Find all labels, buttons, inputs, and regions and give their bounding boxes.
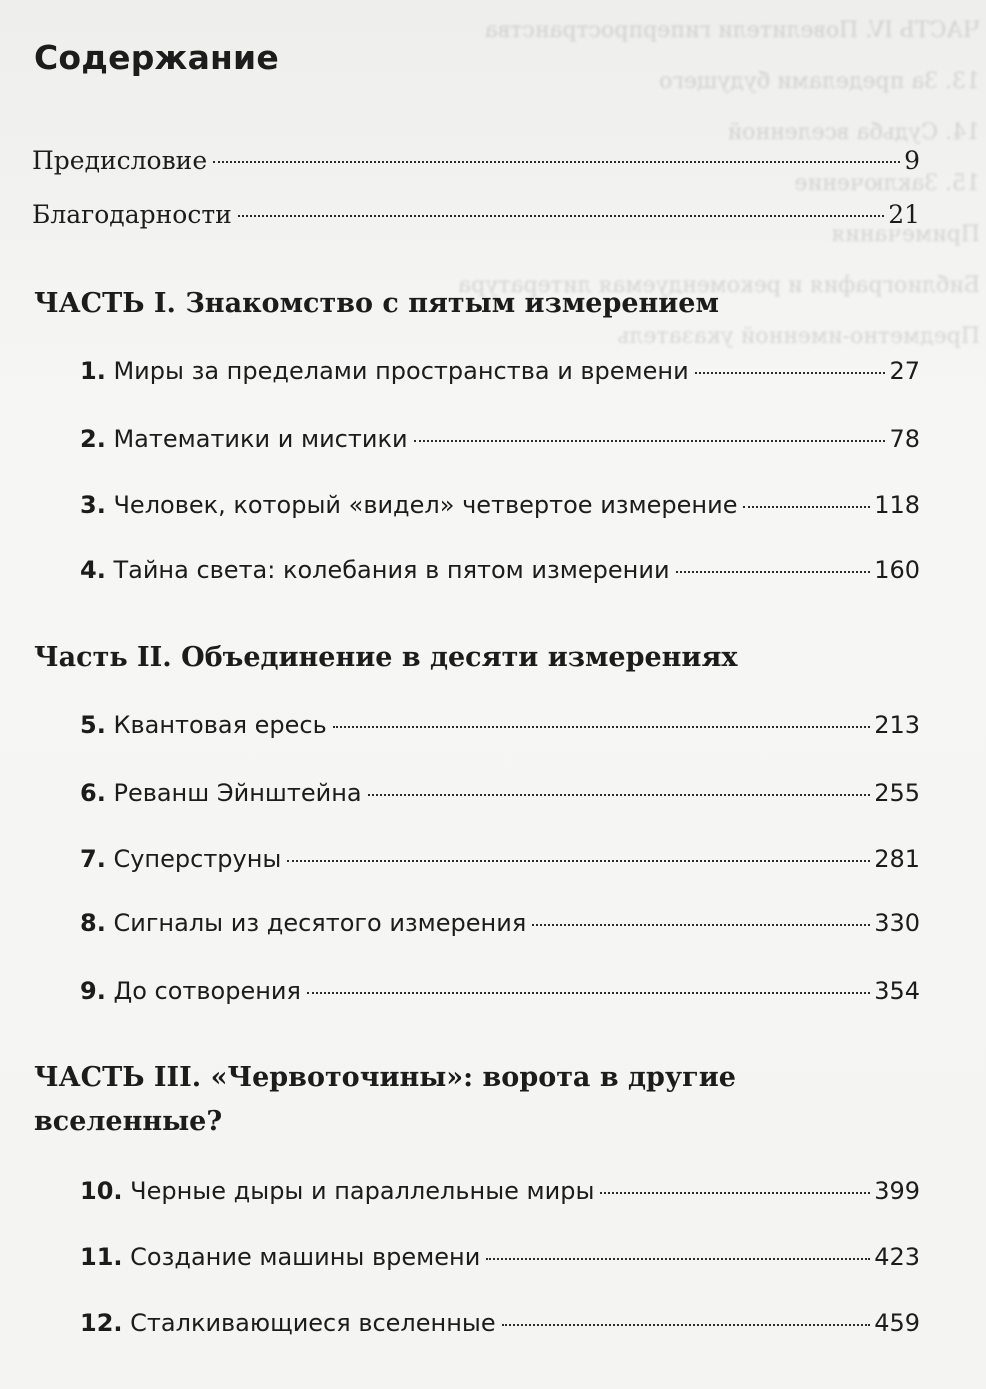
chapter-number: 4. [80, 556, 106, 584]
chapter-number: 7. [80, 845, 106, 873]
entry-page-number: 78 [889, 425, 920, 453]
entry-page-number: 21 [888, 200, 920, 229]
entry-page-number: 281 [874, 845, 920, 873]
part-heading-1: ЧАСТЬ I. Знакомство с пятым измерением [34, 288, 719, 319]
entry-page-number: 27 [889, 357, 920, 385]
part-heading-2: Часть II. Объединение в десяти измерениях [34, 642, 738, 673]
chapter-number: 10. [80, 1177, 123, 1205]
toc-entry-chapter-7[interactable] [80, 842, 920, 876]
chapter-title: До сотворения [113, 977, 301, 1005]
chapter-number: 5. [80, 711, 106, 739]
toc-entry-preface[interactable] [32, 144, 920, 178]
chapter-title: Сталкивающиеся вселенные [130, 1309, 496, 1337]
entry-page-number: 399 [874, 1177, 920, 1205]
entry-page-number: 330 [874, 909, 920, 937]
toc-entry-chapter-9[interactable] [80, 974, 920, 1008]
toc-entry-chapter-4[interactable] [80, 553, 920, 587]
entry-page-number: 160 [874, 556, 920, 584]
chapter-number: 6. [80, 779, 106, 807]
page-title: Содержание [34, 38, 279, 77]
chapter-number: 2. [80, 425, 106, 453]
chapter-number: 9. [80, 977, 106, 1005]
dot-leader [695, 372, 886, 374]
chapter-title: Математики и мистики [113, 425, 408, 453]
chapter-number: 1. [80, 357, 106, 385]
entry-title: Предисловие [32, 146, 208, 175]
chapter-number: 11. [80, 1243, 123, 1271]
toc-entry-chapter-11[interactable] [80, 1240, 920, 1274]
entry-page-number: 423 [874, 1243, 920, 1271]
toc-entry-chapter-1[interactable] [80, 354, 920, 388]
dot-leader [368, 794, 871, 796]
entry-page-number: 354 [874, 977, 920, 1005]
chapter-title: Миры за пределами пространства и времени [113, 357, 689, 385]
dot-leader [486, 1258, 870, 1260]
toc-entry-acknowledgements[interactable] [32, 198, 920, 232]
chapter-title: Сигналы из десятого измерения [113, 909, 527, 937]
entry-title: Благодарности [32, 200, 232, 229]
toc-entry-chapter-6[interactable] [80, 776, 920, 810]
dot-leader [238, 215, 884, 217]
toc-entry-chapter-5[interactable] [80, 708, 920, 742]
chapter-title: Человек, который «видел» четвертое измерение [113, 491, 738, 519]
toc-entry-chapter-3[interactable] [80, 488, 920, 522]
chapter-title: Черные дыры и параллельные миры [130, 1177, 595, 1205]
entry-page-number: 459 [874, 1309, 920, 1337]
chapter-title: Реванш Эйнштейна [113, 779, 362, 807]
toc-entry-chapter-8[interactable] [80, 906, 920, 940]
entry-page-number: 255 [874, 779, 920, 807]
bleed-through-text: ЧАСТЬ IV. Повелители гиперпространства 13. За пределами будущего 14. Судьба вселенной 15. Заключение Примечания Библиография и рекомендуемая литература Предметно-именной указатель [458, 18, 980, 349]
chapter-number: 12. [80, 1309, 123, 1337]
chapter-number: 3. [80, 491, 106, 519]
dot-leader [414, 440, 886, 442]
dot-leader [600, 1192, 870, 1194]
dot-leader [502, 1324, 871, 1326]
chapter-title: Суперструны [113, 845, 282, 873]
chapter-title: Квантовая ересь [113, 711, 327, 739]
dot-leader [333, 726, 870, 728]
chapter-title: Создание машины времени [130, 1243, 481, 1271]
dot-leader [287, 860, 870, 862]
dot-leader [213, 161, 900, 163]
entry-page-number: 9 [904, 146, 920, 175]
chapter-title: Тайна света: колебания в пятом измерении [113, 556, 670, 584]
dot-leader [307, 992, 870, 994]
toc-entry-chapter-12[interactable] [80, 1306, 920, 1340]
toc-entry-chapter-10[interactable] [80, 1174, 920, 1208]
dot-leader [676, 571, 871, 573]
toc-entry-chapter-2[interactable] [80, 422, 920, 456]
chapter-number: 8. [80, 909, 106, 937]
dot-leader [743, 506, 870, 508]
part-heading-3: ЧАСТЬ III. «Червоточины»: ворота в другие вселенные? [34, 1062, 736, 1137]
dot-leader [532, 924, 870, 926]
entry-page-number: 213 [874, 711, 920, 739]
entry-page-number: 118 [874, 491, 920, 519]
